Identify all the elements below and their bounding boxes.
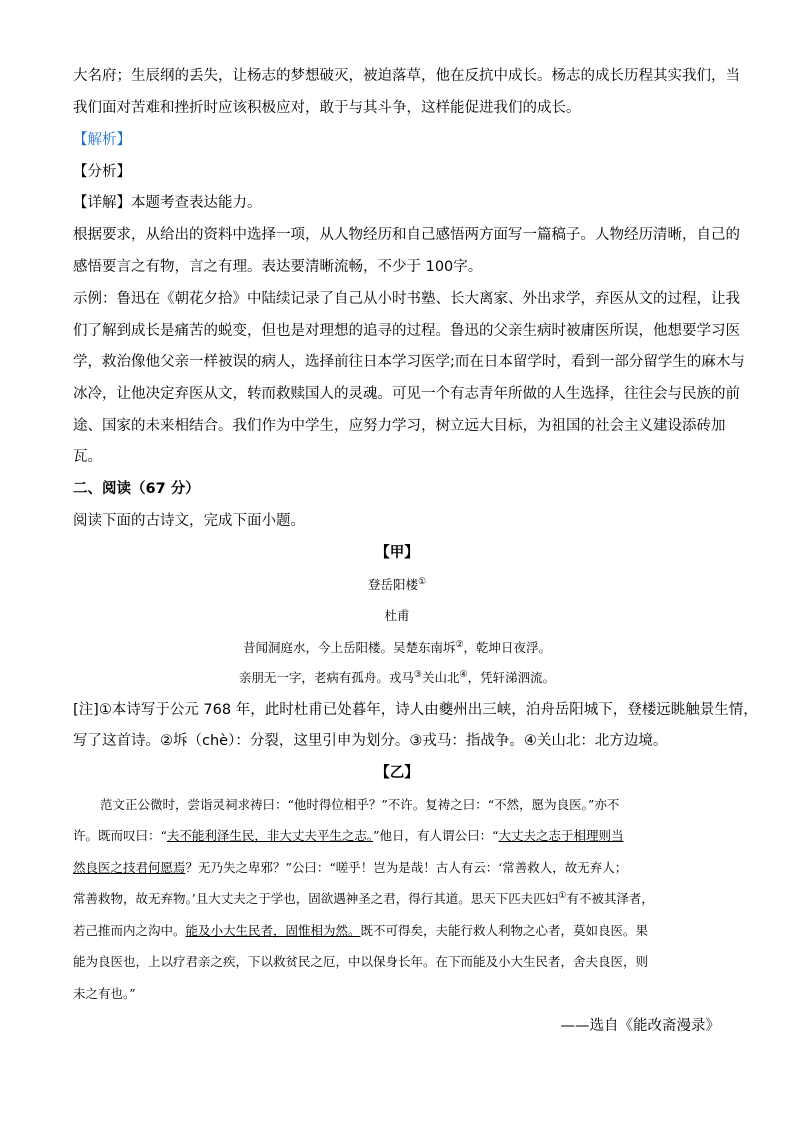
poem-line-1-note: ②	[455, 639, 464, 650]
jia-label: 【甲】	[375, 545, 419, 561]
note-line-1: [注]①本诗写于公元 768 年，此时杜甫已处暮年，诗人由夔州出三峡，泊舟岳阳城下，登楼远眺触景生情，	[73, 702, 758, 718]
prose-line-3	[73, 858, 627, 878]
poem-line-2-c: ，凭轩涕泗流。	[467, 670, 556, 685]
answer-line-1: 根据要求，从给出的资料中选择一项，从人物经历和自己感悟两方面写一篇稿子。人物经历清晰，自己的	[73, 227, 740, 243]
prose-line-4	[73, 889, 654, 909]
poem-title-text: 登岳阳楼	[367, 577, 418, 592]
poem-line-2-a: 亲朋无一字，老病有孤舟。戎马	[238, 670, 414, 685]
answer-line-3: 示例：鲁迅在《朝花夕拾》中陆续记录了自己从小时书塾、长大离家、外出求学，弃医从文的过程，让我	[73, 291, 740, 307]
answer-line-7: 途、国家的未来相结合。我们作为中学生，应努力学习，树立远大目标，为祖国的社会主义建设添砖加	[73, 418, 726, 434]
section-heading: 二、阅读（67 分）	[73, 481, 200, 497]
poem-line-1	[0, 638, 794, 658]
prose-line-2-a: 许。既而叹曰：“	[73, 828, 167, 843]
prose-line-4-b: 有不被其泽者，	[566, 891, 654, 906]
answer-line-6: 冰冷，让他决定弃医从文，转而救赎国人的灵魂。可见一个有志青年所做的人生选择，往往会与民族的前	[73, 386, 740, 402]
poem-title-note: ①	[417, 576, 427, 587]
answer-line-4: 们了解到成长是痛苦的蜕变，但也是对理想的追寻的过程。鲁迅的父亲生病时被庸医所误，他想要学习医	[73, 323, 740, 339]
prose-line-4-note: ①	[558, 890, 567, 901]
prose-line-5	[73, 921, 648, 941]
prose-line-2-underline: 夫不能利泽生民，非大丈夫平生之志。	[166, 828, 374, 843]
xiangjie-label: 【详解】	[73, 195, 131, 211]
prose-line-7: 未之有也。”	[73, 986, 136, 1001]
yi-label: 【乙】	[375, 765, 419, 781]
answer-line-2: 感悟要言之有物，言之有理。表达要清晰流畅，不少于 100字。	[73, 259, 483, 275]
poem-line-2-b: 关山北	[421, 670, 460, 685]
top-line-1: 大名府；生辰纲的丢失，让杨志的梦想破灭，被迫落草，他在反抗中成长。杨志的成长历程其实我们，当	[73, 68, 740, 84]
note-line-2: 写了这首诗。②坼（chè）：分裂，这里引申为划分。③戎马：指战争。④关山北：北方边境。	[73, 733, 668, 749]
prose-line-5-underline: 能及小大生民者，固惟相为然。	[185, 923, 361, 938]
prose-line-2-underline-2: 大丈夫之志于相理则当	[498, 828, 624, 843]
prose-line-2-b: ”他日，有人谓公曰：“	[373, 828, 499, 843]
poem-author: 杜甫	[384, 608, 410, 623]
prose-line-5-a: 若己推而内之沟中。	[73, 923, 186, 938]
prose-line-6: 能为良医也，上以疗君亲之疾，下以救贫民之厄，中以保身长年。在下而能及小大生民者，舍夫良医，则	[73, 954, 649, 969]
prose-line-3-b: ？无乃失之卑邪？”公曰：“嗟乎！岂为是哉！古人有云：‘常善救人，故无弃人；	[185, 860, 628, 875]
answer-line-5: 学，救治像他父亲一样被误的病人，选择前往日本学习医学;而在日本留学时，看到一部分留学生的麻木与	[73, 354, 745, 370]
prose-line-1: 范文正公微时，尝诣灵祠求祷曰：“他时得位相乎？”不许。复祷之曰：“不然，愿为良医。”亦不	[100, 797, 620, 812]
poem-line-2	[0, 668, 794, 688]
xiangjie-text: 本题考查表达能力。	[131, 195, 262, 211]
prose-line-4-a: 常善救物，故无弃物。’且大丈夫之于学也，固欲遇神圣之君，得行其道。思天下匹夫匹妇	[73, 891, 559, 906]
analysis-label: 【解析】	[73, 132, 131, 148]
source-line: ——选自《能改斋漫录》	[560, 1018, 720, 1034]
poem-line-1-b: ，乾坤日夜浮。	[463, 640, 552, 655]
top-line-2: 我们面对苦难和挫折时应该积极应对，敢于与其斗争，这样能促进我们的成长。	[73, 100, 581, 116]
fenxi-label: 【分析】	[73, 164, 131, 180]
poem-line-2-note4: ④	[459, 669, 468, 680]
prose-line-3-underline: 然良医之技君何愿焉	[73, 860, 186, 875]
prose-line-5-b: 既不可得矣，夫能行救人利物之心者，莫如良医。果	[360, 923, 649, 938]
answer-line-8: 瓦。	[73, 449, 102, 465]
poem-line-2-note3: ③	[413, 669, 422, 680]
poem-line-1-a: 昔闻洞庭水，今上岳阳楼。吴楚东南坼	[242, 640, 456, 655]
poem-title	[0, 575, 794, 595]
section-instruction: 阅读下面的古诗文，完成下面小题。	[73, 513, 305, 529]
prose-line-2	[73, 826, 623, 846]
xiangjie-line	[73, 193, 262, 213]
